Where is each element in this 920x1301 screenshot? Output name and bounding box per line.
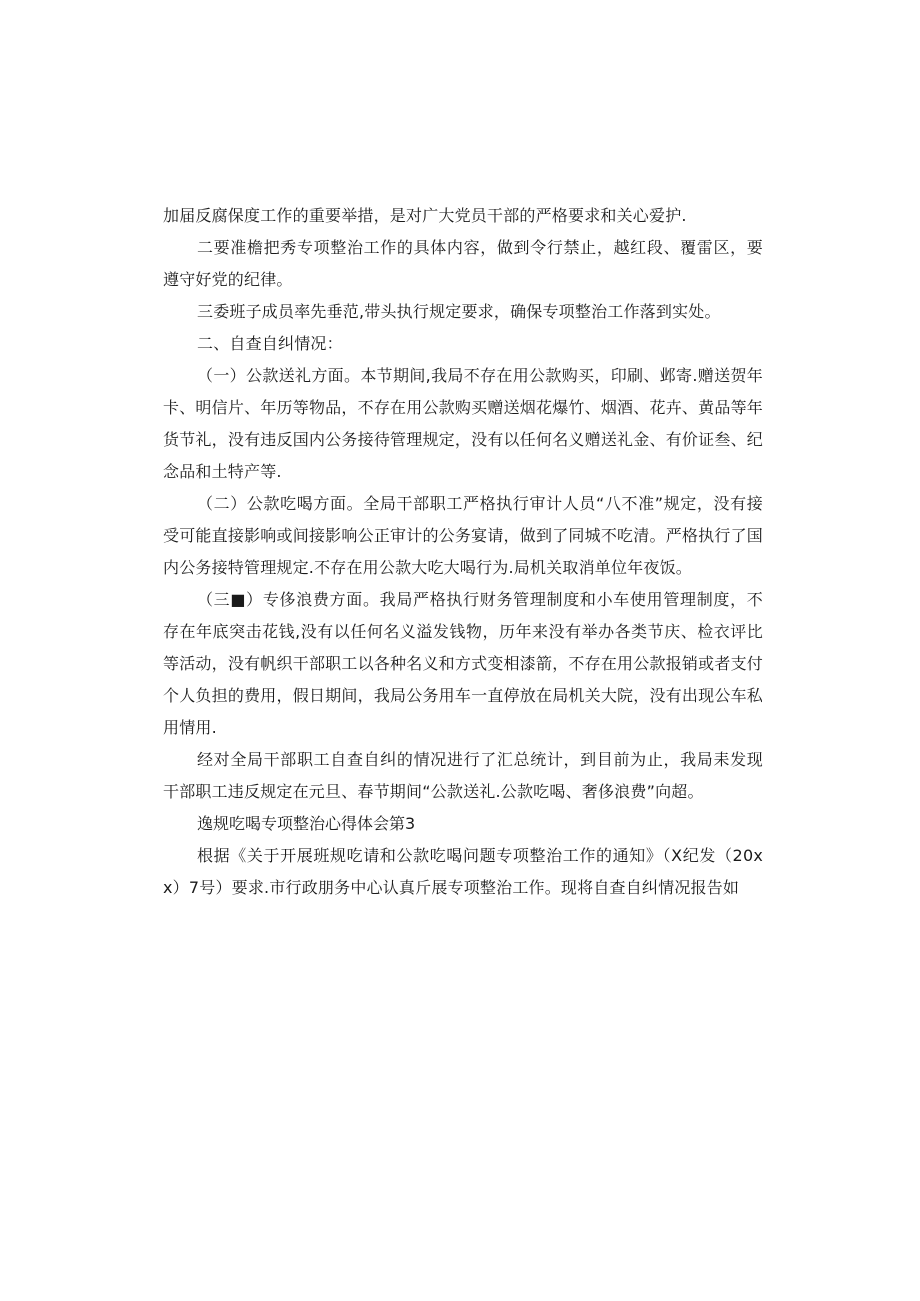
section-heading: 二、自查自纠情况： [197, 334, 343, 353]
paragraph-1: 加届反腐保度工作的重要举措，是对广大党员干部的严格要求和关心爱护. [163, 206, 687, 225]
paragraph-summary: 经对全局干部职工自查自纠的情况进行了汇总统计，到目前为止，我局耒发现干部职工违反规定在元旦、春节期间“公款送礼.公款吃喝、奢侈浪费”向超。 [163, 750, 763, 801]
paragraph-3: 三委班子成员率先垂范,带头执行规定要求，确保专项整治工作落到实处。 [197, 302, 721, 321]
paragraph-gifts: （一）公款送礼方面。本节期间,我局不存在用公款购买，印刷、邺寄.赠送贺年卡、明信片、年历等物品，不存在用公款购买赠送烟花爆竹、烟酒、花卉、黄品等年货节礼，没有违反国内公务接待管理规定，没有以任何名义赠送礼金、有价证叁、纪念品和土特产等. [163, 366, 763, 481]
document-body [163, 200, 763, 904]
paragraph-dining: （二）公款吃喝方面。全局干部职工严格执行审计人员“八不准”规定，没有接受可能直接影响或间接影响公正审计的公务宴请，做到了同城不吃清。严格执行了国内公务接特管理规定.不存在用公款大吃大喝行为.局机关取消单位年夜饭。 [163, 494, 763, 577]
paragraph-waste: （三■）专侈浪费方面。我局严格执行财务管理制度和小车使用管理制度，不存在年底突击花钱,没有以任何名义溢发钱物，历年来没有举办各类节庆、检衣评比等活动，没有帆织干部职工以各种名义和方式变相漆箭，不存在用公款报销或者支付个人负担的费用，假日期间，我局公务用车一直停放在局机关大院，没有出现公车私用情用. [163, 590, 763, 737]
paragraph-closing: 根据《关于开展班规吃请和公款吃喝问题专项整治工作的通知》（X纪发（20xx）7号）要求.市行政朋务中心认真斤展专项整治工作。现将自查自纠情况报告如 [163, 846, 763, 897]
article-subtitle: 逸规吃喝专项整治心得体会第3 [197, 814, 416, 833]
paragraph-2: 二要准檐把秀专项整治工作的具体内容，做到令行禁止，越红段、覆雷区，要遵守好党的纪律。 [163, 238, 763, 289]
